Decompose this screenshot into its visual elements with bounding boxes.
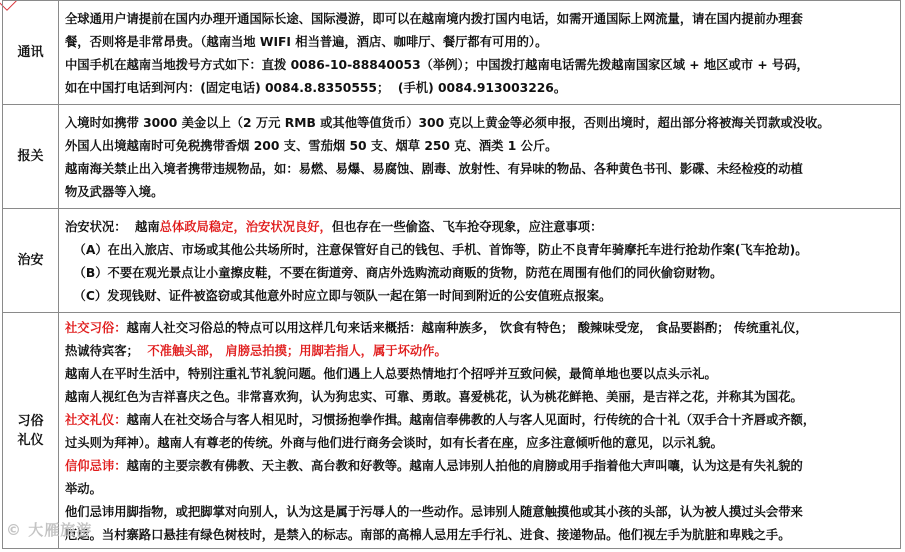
row-customs-etiquette — [3, 313, 901, 549]
text-segment: 越南人视红色为吉祥喜庆之色。非常喜欢狗，认为狗忠实、可靠、勇敢。喜爱桃花，认为桃花鲜艳、美丽，是吉祥之花，并称其为国花。 — [65, 390, 803, 404]
text-segment: 越南人社交习俗总的特点可以用这样几句来话来概括：越南种族多， 饮食有特色； 酸辣味受宠， 食品要斟酌； 传统重礼仪， — [126, 321, 808, 335]
content-line — [65, 363, 894, 386]
text-segment: 越南的主要宗教有佛教、天主教、高台教和好教等。越南人忌讳别人拍他的肩膀或用手指着他大声叫嚷，认为这是有失礼貌的 — [126, 459, 803, 473]
row-content — [59, 105, 901, 209]
content-line — [65, 8, 894, 31]
content-line — [65, 409, 894, 432]
text-segment: 越南人在社交场合与客人相见时，习惯扬抱拳作揖。越南信奉佛教的人与客人见面时，行传统的合十礼（双手合十齐唇或齐额， — [126, 413, 816, 427]
content-line — [65, 455, 894, 478]
content-line — [65, 501, 894, 524]
content-line — [65, 386, 894, 409]
info-table — [2, 0, 901, 549]
content-line — [65, 77, 894, 100]
row-communication — [3, 1, 901, 105]
row-label: 习俗 礼仪 — [3, 313, 59, 549]
content-line — [65, 216, 894, 239]
content-line — [65, 181, 894, 204]
content-line — [65, 524, 894, 547]
row-content — [59, 1, 901, 105]
text-segment: 物及武器等入境。 — [65, 185, 164, 199]
text-segment: 厄运。当村寨路口悬挂有绿色树枝时，是禁入的标志。南部的高棉人忌用左手行礼、进食、接递物品。他们视左手为肮脏和卑贱之手。 — [65, 528, 791, 542]
row-label: 通讯 — [3, 1, 59, 105]
content-line — [65, 432, 894, 455]
row-content — [59, 209, 901, 313]
row-security — [3, 209, 901, 313]
highlight-text: 社交习俗： — [65, 321, 127, 335]
text-segment: 外国人出境越南时可免税携带香烟 200 支、雪茄烟 50 支、烟草 250 克、酒类 1 公斤。 — [65, 139, 558, 153]
text-segment: 入境时如携带 3000 美金以上（2 万元 RMB 或其他等值货币）300 克以上黄金等必须申报，否则出境时，超出部分将被海关罚款或没收。 — [65, 116, 830, 130]
content-line — [65, 262, 894, 285]
text-segment: 越南人在平时生活中，特别注重礼节礼貌问题。他们遇上人总要热情地打个招呼并互致问候，最简单地也要以点头示礼。 — [65, 367, 717, 381]
text-segment: 他们忌讳用脚指物，或把脚掌对向别人，认为这是属于污辱人的一些动作。忌讳别人随意触摸他或其小孩的头部，认为被人摸过头会带来 — [65, 505, 803, 519]
text-segment: 治安状况： 越南 — [65, 220, 160, 234]
text-segment: 全球通用户请提前在国内办理开通国际长途、国际漫游，即可以在越南境内拨打国内电话，如需开通国际上网流量，请在国内提前办理套 — [65, 12, 803, 26]
text-segment: 过头则为拜神）。越南人有尊老的传统。外商与他们进行商务会谈时，如有长者在座，应多注意倾听他的意见，以示礼貌。 — [65, 436, 723, 450]
text-segment: 但也存在一些偷盗、飞车抢夺现象，应注意事项： — [331, 220, 603, 234]
row-label: 报关 — [3, 105, 59, 209]
content-line — [65, 317, 894, 340]
content-line — [65, 340, 894, 363]
row-content — [59, 313, 901, 549]
highlight-text: 社交礼仪： — [65, 413, 127, 427]
content-line — [65, 239, 894, 262]
text-segment: （C）发现钱财、证件被盗窃或其他意外时应立即与领队一起在第一时间到附近的公安值班点报案。 — [65, 289, 612, 303]
content-line — [65, 158, 894, 181]
content-line — [65, 31, 894, 54]
row-label: 治安 — [3, 209, 59, 313]
text-segment: 举动。 — [65, 482, 102, 496]
content-line — [65, 112, 894, 135]
text-segment: 餐，否则将是非常昂贵。（越南当地 WIFI 相当普遍，酒店、咖啡厅、餐厅都有可用的）。 — [65, 35, 548, 49]
content-line — [65, 135, 894, 158]
content-line — [65, 54, 894, 77]
watermark-logo: © 大雁旅游 — [6, 521, 93, 539]
text-segment: （B）不要在观光景点让小童擦皮鞋，不要在街道旁、商店外选购流动商贩的货物，防范在周围有他们的同伙偷窃财物。 — [65, 266, 723, 280]
highlight-text: 总体政局稳定，治安状况良好， — [159, 220, 332, 234]
text-segment: 如在中国打电话到河内：(固定电话) 0084.8.8350555； (手机) 0084.913003226。 — [65, 81, 567, 95]
text-segment: 中国手机在越南当地拨号方式如下：直拨 0086-10-88840053（举例）；中国拨打越南电话需先拨越南国家区域 + 地区或市 + 号码， — [65, 58, 809, 72]
row-customs — [3, 105, 901, 209]
text-segment: 越南海关禁止出入境者携带违规物品，如：易燃、易爆、易腐蚀、剧毒、放射性、有异味的物品、各种黄色书刊、影碟、未经检疫的动植 — [65, 162, 803, 176]
content-line — [65, 478, 894, 501]
text-segment: 热诚待宾客； — [65, 344, 148, 358]
highlight-text: 信仰忌讳： — [65, 459, 127, 473]
text-segment: （A）在出入旅店、市场或其他公共场所时，注意保管好自己的钱包、手机、首饰等，防止不良青年骑摩托车进行抢劫作案(飞车抢劫)。 — [65, 243, 808, 257]
content-line — [65, 285, 894, 308]
highlight-text: 不准触头部， 肩膀忌拍摸；用脚若指人，属于坏动作。 — [147, 344, 447, 358]
